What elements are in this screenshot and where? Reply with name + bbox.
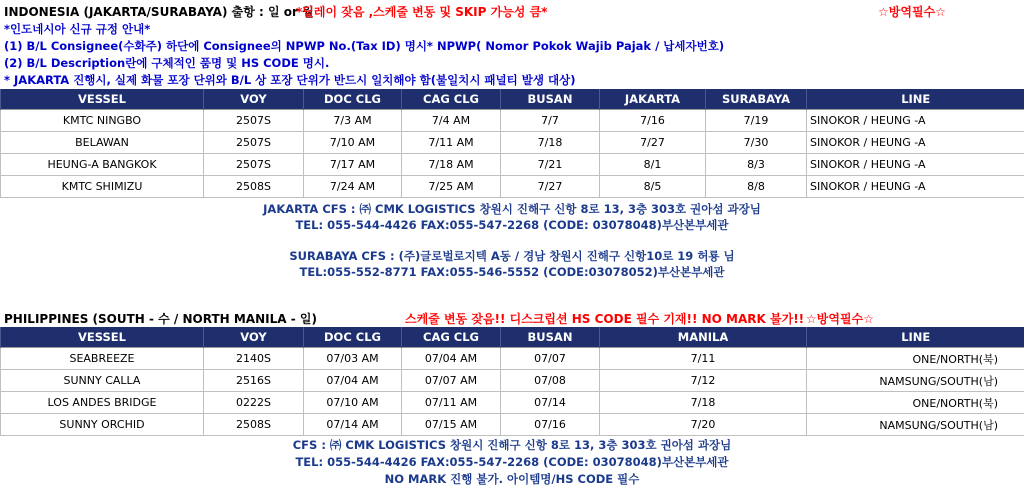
philippines-cfs-contact: TEL: 055-544-4426 FAX:055-547-2268 (CODE: 03078048)부산본부세관 xyxy=(295,455,729,469)
table-row xyxy=(1,370,1024,392)
cell-vessel: SUNNY ORCHID xyxy=(1,414,204,436)
table-row xyxy=(1,392,1024,414)
cell-doc-clg: 7/3 AM xyxy=(304,110,402,132)
cell-busan: 7/7 xyxy=(501,110,600,132)
cell-surabaya: 7/30 xyxy=(706,132,807,154)
col-header-doc-clg: DOC CLG xyxy=(304,89,402,110)
cell-busan: 07/14 xyxy=(501,392,600,414)
cell-vessel: SUNNY CALLA xyxy=(1,370,204,392)
cell-cag-clg: 07/15 AM xyxy=(402,414,501,436)
col-header-surabaya: SURABAYA xyxy=(706,89,807,110)
cell-line: NAMSUNG/SOUTH(남) xyxy=(807,414,1024,436)
cell-manila: 7/12 xyxy=(600,370,807,392)
table-row xyxy=(1,154,1024,176)
indonesia-title: INDONESIA (JAKARTA/SURABAYA) 출항 : 일 or 월 xyxy=(4,5,314,19)
cell-voy: 0222S xyxy=(204,392,304,414)
cell-manila: 7/11 xyxy=(600,348,807,370)
cell-voy: 2507S xyxy=(204,132,304,154)
philippines-schedule-table xyxy=(0,327,1024,436)
table-row xyxy=(1,414,1024,436)
cell-busan: 7/21 xyxy=(501,154,600,176)
indonesia-warning: *딜레이 잦음 ,스케줄 변동 및 SKIP 가능성 큼* xyxy=(296,5,548,19)
cell-line: SINOKOR / HEUNG -A xyxy=(807,132,1024,154)
cell-voy: 2508S xyxy=(204,176,304,198)
cell-busan: 07/08 xyxy=(501,370,600,392)
surabaya-cfs-address: SURABAYA CFS : (주)글로벌로지텍 A동 / 경남 창원시 진해구 신항10로 19 허룡 님 xyxy=(289,249,735,263)
cell-cag-clg: 07/07 AM xyxy=(402,370,501,392)
col-header-cag-clg: CAG CLG xyxy=(402,327,501,348)
cell-vessel: KMTC NINGBO xyxy=(1,110,204,132)
philippines-quarantine: ☆방역필수☆ xyxy=(806,312,874,326)
cell-doc-clg: 07/10 AM xyxy=(304,392,402,414)
cell-cag-clg: 7/25 AM xyxy=(402,176,501,198)
surabaya-cfs-contact: TEL:055-552-8771 FAX:055-546-5552 (CODE:03078052)부산본부세관 xyxy=(299,265,725,279)
indonesia-note-3: (2) B/L Description란에 구체적인 품명 및 HS CODE 명시. xyxy=(4,56,330,70)
col-header-line: LINE xyxy=(807,89,1024,110)
cell-cag-clg: 7/4 AM xyxy=(402,110,501,132)
cell-cag-clg: 07/04 AM xyxy=(402,348,501,370)
table-row xyxy=(1,348,1024,370)
cell-busan: 7/18 xyxy=(501,132,600,154)
cell-jakarta: 7/16 xyxy=(600,110,706,132)
cell-manila: 7/20 xyxy=(600,414,807,436)
jakarta-cfs-contact: TEL: 055-544-4426 FAX:055-547-2268 (CODE: 03078048)부산본부세관 xyxy=(295,218,729,232)
cell-busan: 7/27 xyxy=(501,176,600,198)
table-header-row xyxy=(1,89,1024,110)
cell-doc-clg: 07/14 AM xyxy=(304,414,402,436)
table-row xyxy=(1,132,1024,154)
indonesia-note-4: * JAKARTA 진행시, 실제 화물 포장 단위와 B/L 상 포장 단위가 반드시 일치해야 함(불일치시 패널티 발생 대상) xyxy=(4,73,576,87)
cell-line: SINOKOR / HEUNG -A xyxy=(807,176,1024,198)
cell-line: SINOKOR / HEUNG -A xyxy=(807,110,1024,132)
indonesia-quarantine: ☆방역필수☆ xyxy=(878,5,946,19)
col-header-jakarta: JAKARTA xyxy=(600,89,706,110)
cell-busan: 07/07 xyxy=(501,348,600,370)
cell-vessel: BELAWAN xyxy=(1,132,204,154)
cell-cag-clg: 7/18 AM xyxy=(402,154,501,176)
col-header-busan: BUSAN xyxy=(501,89,600,110)
cell-surabaya: 8/8 xyxy=(706,176,807,198)
cell-doc-clg: 7/10 AM xyxy=(304,132,402,154)
cell-manila: 7/18 xyxy=(600,392,807,414)
cell-doc-clg: 7/17 AM xyxy=(304,154,402,176)
indonesia-schedule-table xyxy=(0,89,1024,198)
philippines-warning: 스케줄 변동 잦음!! 디스크립션 HS CODE 필수 기재!! NO MARK 불가!! xyxy=(405,312,805,326)
cell-line: SINOKOR / HEUNG -A xyxy=(807,154,1024,176)
philippines-no-mark-notice: NO MARK 진행 불가. 아이템명/HS CODE 필수 xyxy=(384,472,640,486)
cell-vessel: LOS ANDES BRIDGE xyxy=(1,392,204,414)
table-header-row xyxy=(1,327,1024,348)
indonesia-note-1: *인도네시아 신규 규정 안내* xyxy=(4,22,151,36)
col-header-voy: VOY xyxy=(204,327,304,348)
cell-cag-clg: 07/11 AM xyxy=(402,392,501,414)
indonesia-note-2: (1) B/L Consignee(수화주) 하단에 Consignee의 NPWP No.(Tax ID) 명시* NPWP( Nomor Pokok Wajib Pajak / 납세자번호) xyxy=(4,39,725,53)
col-header-busan: BUSAN xyxy=(501,327,600,348)
cell-vessel: SEABREEZE xyxy=(1,348,204,370)
col-header-manila: MANILA xyxy=(600,327,807,348)
cell-line: ONE/NORTH(북) xyxy=(807,392,1024,414)
cell-doc-clg: 7/24 AM xyxy=(304,176,402,198)
col-header-cag-clg: CAG CLG xyxy=(402,89,501,110)
cell-jakarta: 8/1 xyxy=(600,154,706,176)
cell-jakarta: 8/5 xyxy=(600,176,706,198)
table-row xyxy=(1,110,1024,132)
cell-voy: 2508S xyxy=(204,414,304,436)
cell-vessel: HEUNG-A BANGKOK xyxy=(1,154,204,176)
col-header-voy: VOY xyxy=(204,89,304,110)
cell-doc-clg: 07/03 AM xyxy=(304,348,402,370)
col-header-doc-clg: DOC CLG xyxy=(304,327,402,348)
col-header-vessel: VESSEL xyxy=(1,89,204,110)
cell-doc-clg: 07/04 AM xyxy=(304,370,402,392)
cell-voy: 2140S xyxy=(204,348,304,370)
cell-voy: 2516S xyxy=(204,370,304,392)
cell-surabaya: 8/3 xyxy=(706,154,807,176)
cell-line: NAMSUNG/SOUTH(남) xyxy=(807,370,1024,392)
jakarta-cfs-address: JAKARTA CFS : ㈜ CMK LOGISTICS 창원시 진해구 신항 8로 13, 3층 303호 권아섬 과장님 xyxy=(263,202,761,216)
cell-cag-clg: 7/11 AM xyxy=(402,132,501,154)
philippines-title: PHILIPPINES (SOUTH - 수 / NORTH MANILA - 일) xyxy=(4,312,317,326)
col-header-vessel: VESSEL xyxy=(1,327,204,348)
cell-surabaya: 7/19 xyxy=(706,110,807,132)
col-header-line: LINE xyxy=(807,327,1024,348)
cell-voy: 2507S xyxy=(204,154,304,176)
cell-voy: 2507S xyxy=(204,110,304,132)
table-row xyxy=(1,176,1024,198)
philippines-cfs-address: CFS : ㈜ CMK LOGISTICS 창원시 진해구 신항 8로 13, 3층 303호 권아섬 과장님 xyxy=(292,438,732,452)
cell-busan: 07/16 xyxy=(501,414,600,436)
cell-jakarta: 7/27 xyxy=(600,132,706,154)
cell-line: ONE/NORTH(북) xyxy=(807,348,1024,370)
cell-vessel: KMTC SHIMIZU xyxy=(1,176,204,198)
